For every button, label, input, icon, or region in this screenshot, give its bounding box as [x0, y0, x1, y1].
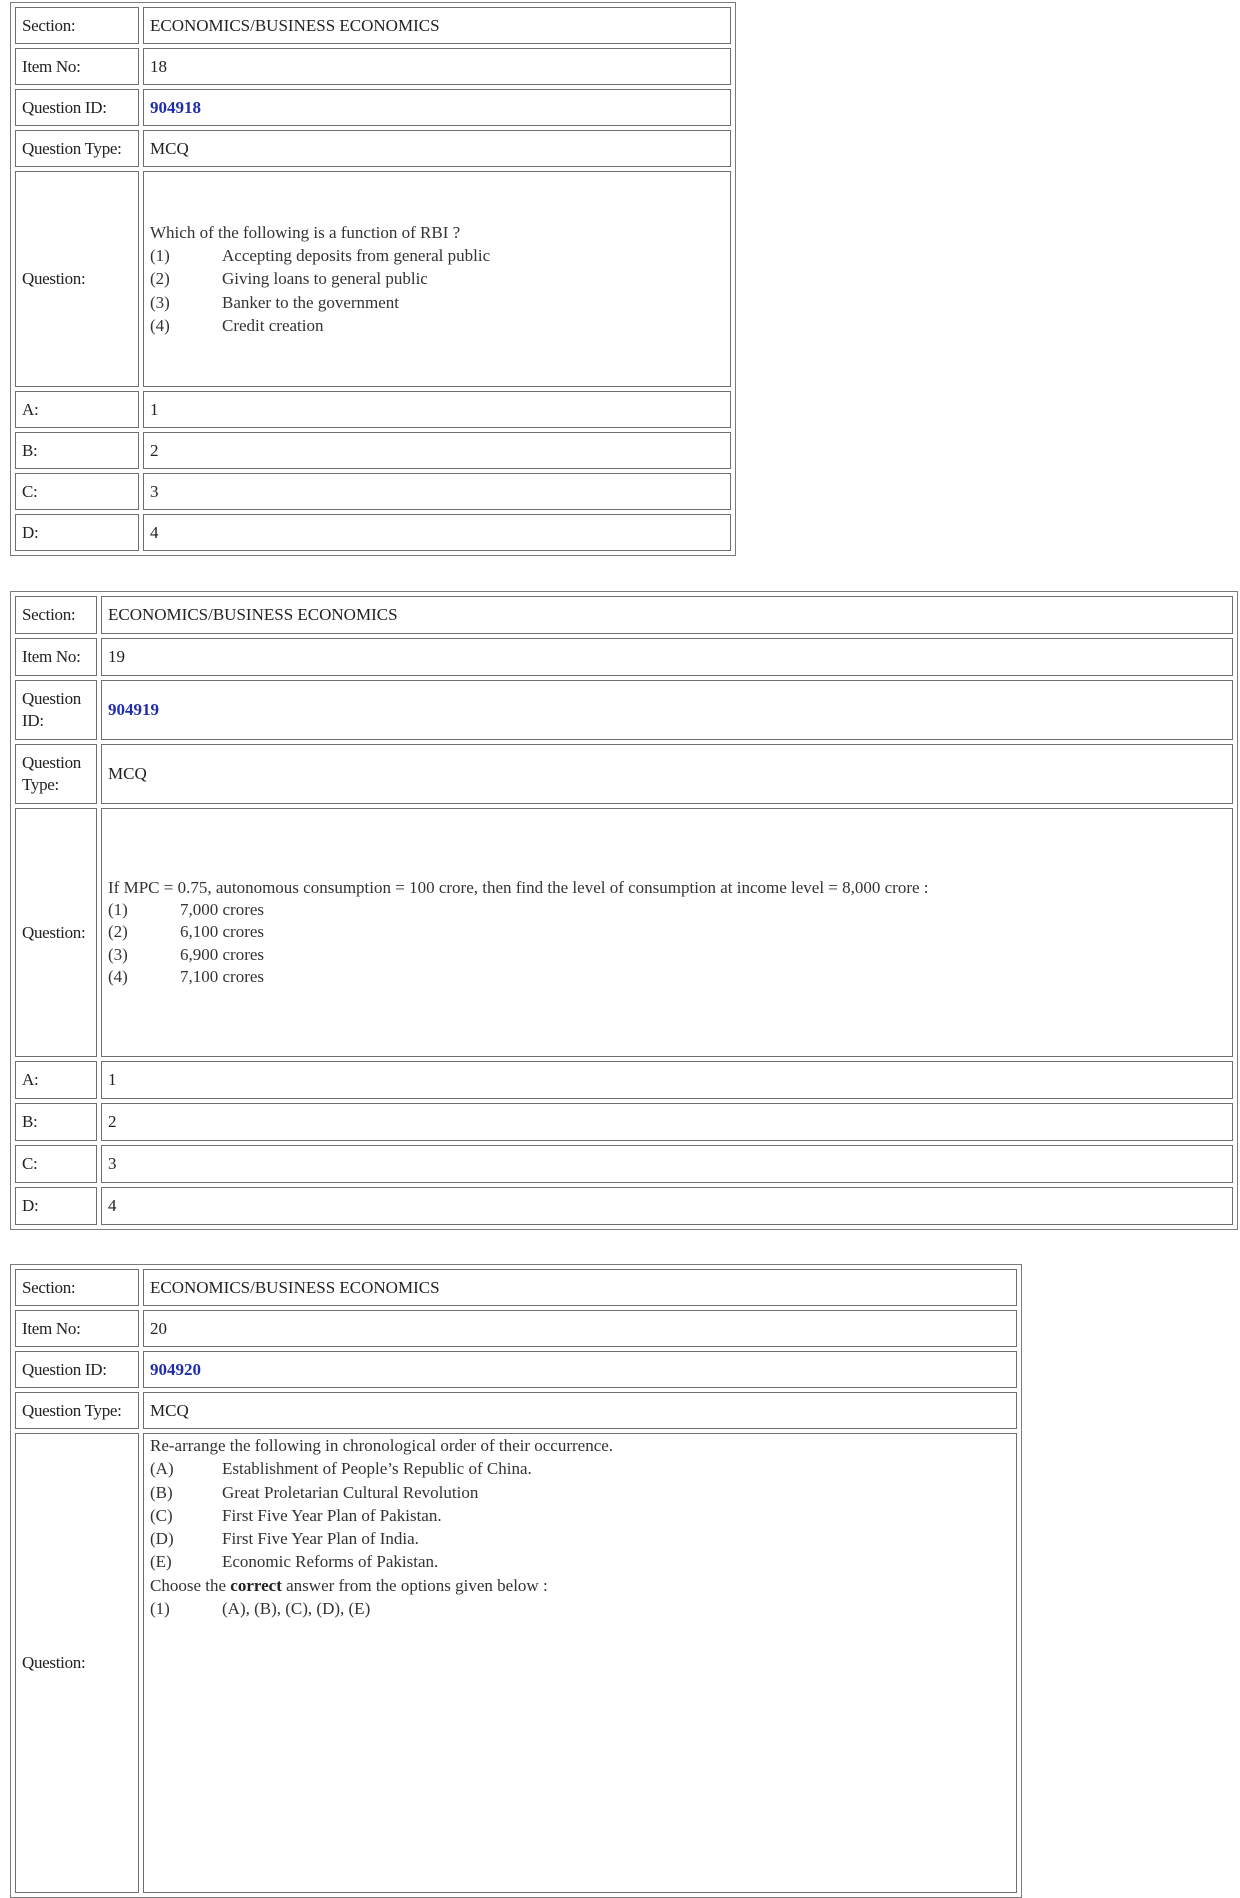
item-no-value: 18 — [143, 48, 731, 85]
section-value: ECONOMICS/BUSINESS ECONOMICS — [143, 1269, 1017, 1306]
question-label: Question: — [15, 808, 97, 1057]
question-card-18 — [10, 2, 736, 556]
option-text: 6,100 crores — [180, 922, 265, 942]
answer-c-label: C: — [15, 473, 139, 510]
option-text: 7,100 crores — [180, 966, 265, 986]
question-stem: If MPC = 0.75, autonomous consumption = 100 crore, then find the level of consumption at income level = 8,000 crore : — [108, 877, 929, 897]
question-id-value: 904919 — [101, 680, 1233, 740]
option-number: (4) — [150, 315, 170, 335]
question-body — [143, 1433, 1017, 1893]
question-id-label: Question ID: — [15, 1351, 139, 1388]
option-3 — [150, 291, 724, 314]
section-value: ECONOMICS/BUSINESS ECONOMICS — [143, 7, 731, 44]
instruction — [150, 1574, 1010, 1597]
option-text: (A), (B), (C), (D), (E) — [222, 1598, 371, 1618]
question-type-label: Question Type: — [15, 744, 97, 804]
answer-b-value: 2 — [143, 432, 731, 469]
section-value: ECONOMICS/BUSINESS ECONOMICS — [101, 596, 1233, 634]
question-id-value: 904918 — [143, 89, 731, 126]
answer-c-value: 3 — [143, 473, 731, 510]
answer-d-label: D: — [15, 1187, 97, 1225]
question-type-value: MCQ — [143, 130, 731, 167]
statement-b — [150, 1481, 1010, 1504]
question-type-label: Question Type: — [15, 1392, 139, 1429]
statement-text: First Five Year Plan of Pakistan. — [222, 1505, 442, 1525]
option-text: 6,900 crores — [180, 944, 265, 964]
answer-a-label: A: — [15, 391, 139, 428]
option-number: (3) — [150, 292, 170, 312]
section-label: Section: — [15, 1269, 139, 1306]
question-id-label: Question ID: — [15, 680, 97, 740]
item-no-value: 19 — [101, 638, 1233, 676]
answer-c-value: 3 — [101, 1145, 1233, 1183]
question-type-value: MCQ — [143, 1392, 1017, 1429]
option-text: Accepting deposits from general public — [222, 246, 491, 266]
statement-e — [150, 1550, 1010, 1573]
question-type-value: MCQ — [101, 744, 1233, 804]
item-no-label: Item No: — [15, 1310, 139, 1347]
option-text: Banker to the government — [222, 292, 400, 312]
option-number: (1) — [150, 1598, 170, 1618]
question-id-value: 904920 — [143, 1351, 1017, 1388]
statement-letter: (C) — [150, 1505, 173, 1525]
answer-d-value: 4 — [143, 514, 731, 551]
statement-letter: (A) — [150, 1459, 174, 1479]
question-body — [101, 808, 1233, 1057]
instruction-before: Choose the — [150, 1575, 231, 1595]
item-no-value: 20 — [143, 1310, 1017, 1347]
answer-b-value: 2 — [101, 1103, 1233, 1141]
option-1 — [108, 899, 1226, 921]
option-1 — [150, 244, 724, 267]
question-label: Question: — [15, 1433, 139, 1893]
option-text: Giving loans to general public — [222, 269, 428, 289]
option-text: 7,000 crores — [180, 900, 265, 920]
option-1 — [150, 1597, 1010, 1620]
answer-a-value: 1 — [143, 391, 731, 428]
item-no-label: Item No: — [15, 638, 97, 676]
answer-a-label: A: — [15, 1061, 97, 1099]
statement-text: Establishment of People’s Republic of China. — [222, 1459, 532, 1479]
question-card-20 — [10, 1264, 1022, 1898]
question-type-label: Question Type: — [15, 130, 139, 167]
statement-text: First Five Year Plan of India. — [222, 1529, 419, 1549]
statement-c — [150, 1504, 1010, 1527]
option-number: (1) — [150, 246, 170, 266]
option-number: (3) — [108, 944, 128, 964]
option-2 — [150, 267, 724, 290]
option-4 — [150, 314, 724, 337]
option-number: (2) — [150, 269, 170, 289]
statement-letter: (D) — [150, 1529, 174, 1549]
question-body — [143, 171, 731, 387]
option-number: (4) — [108, 966, 128, 986]
answer-c-label: C: — [15, 1145, 97, 1183]
statement-text: Great Proletarian Cultural Revolution — [222, 1482, 479, 1502]
section-label: Section: — [15, 7, 139, 44]
question-stem: Re-arrange the following in chronological order of their occurrence. — [150, 1436, 614, 1455]
option-4 — [108, 966, 1226, 988]
answer-b-label: B: — [15, 432, 139, 469]
option-number: (1) — [108, 900, 128, 920]
answer-d-value: 4 — [101, 1187, 1233, 1225]
question-id-label: Question ID: — [15, 89, 139, 126]
statement-d — [150, 1527, 1010, 1550]
question-stem: Which of the following is a function of RBI ? — [150, 222, 461, 242]
answer-d-label: D: — [15, 514, 139, 551]
instruction-after: answer from the options given below : — [281, 1575, 548, 1595]
statement-letter: (E) — [150, 1552, 172, 1572]
option-number: (2) — [108, 922, 128, 942]
item-no-label: Item No: — [15, 48, 139, 85]
instruction-bold: correct — [230, 1575, 282, 1595]
option-text: Credit creation — [222, 315, 324, 335]
question-label: Question: — [15, 171, 139, 387]
statement-text: Economic Reforms of Pakistan. — [222, 1552, 439, 1572]
question-card-19 — [10, 591, 1238, 1230]
answer-b-label: B: — [15, 1103, 97, 1141]
option-2 — [108, 921, 1226, 943]
statement-letter: (B) — [150, 1482, 173, 1502]
answer-a-value: 1 — [101, 1061, 1233, 1099]
statement-a — [150, 1457, 1010, 1480]
section-label: Section: — [15, 596, 97, 634]
option-3 — [108, 944, 1226, 966]
